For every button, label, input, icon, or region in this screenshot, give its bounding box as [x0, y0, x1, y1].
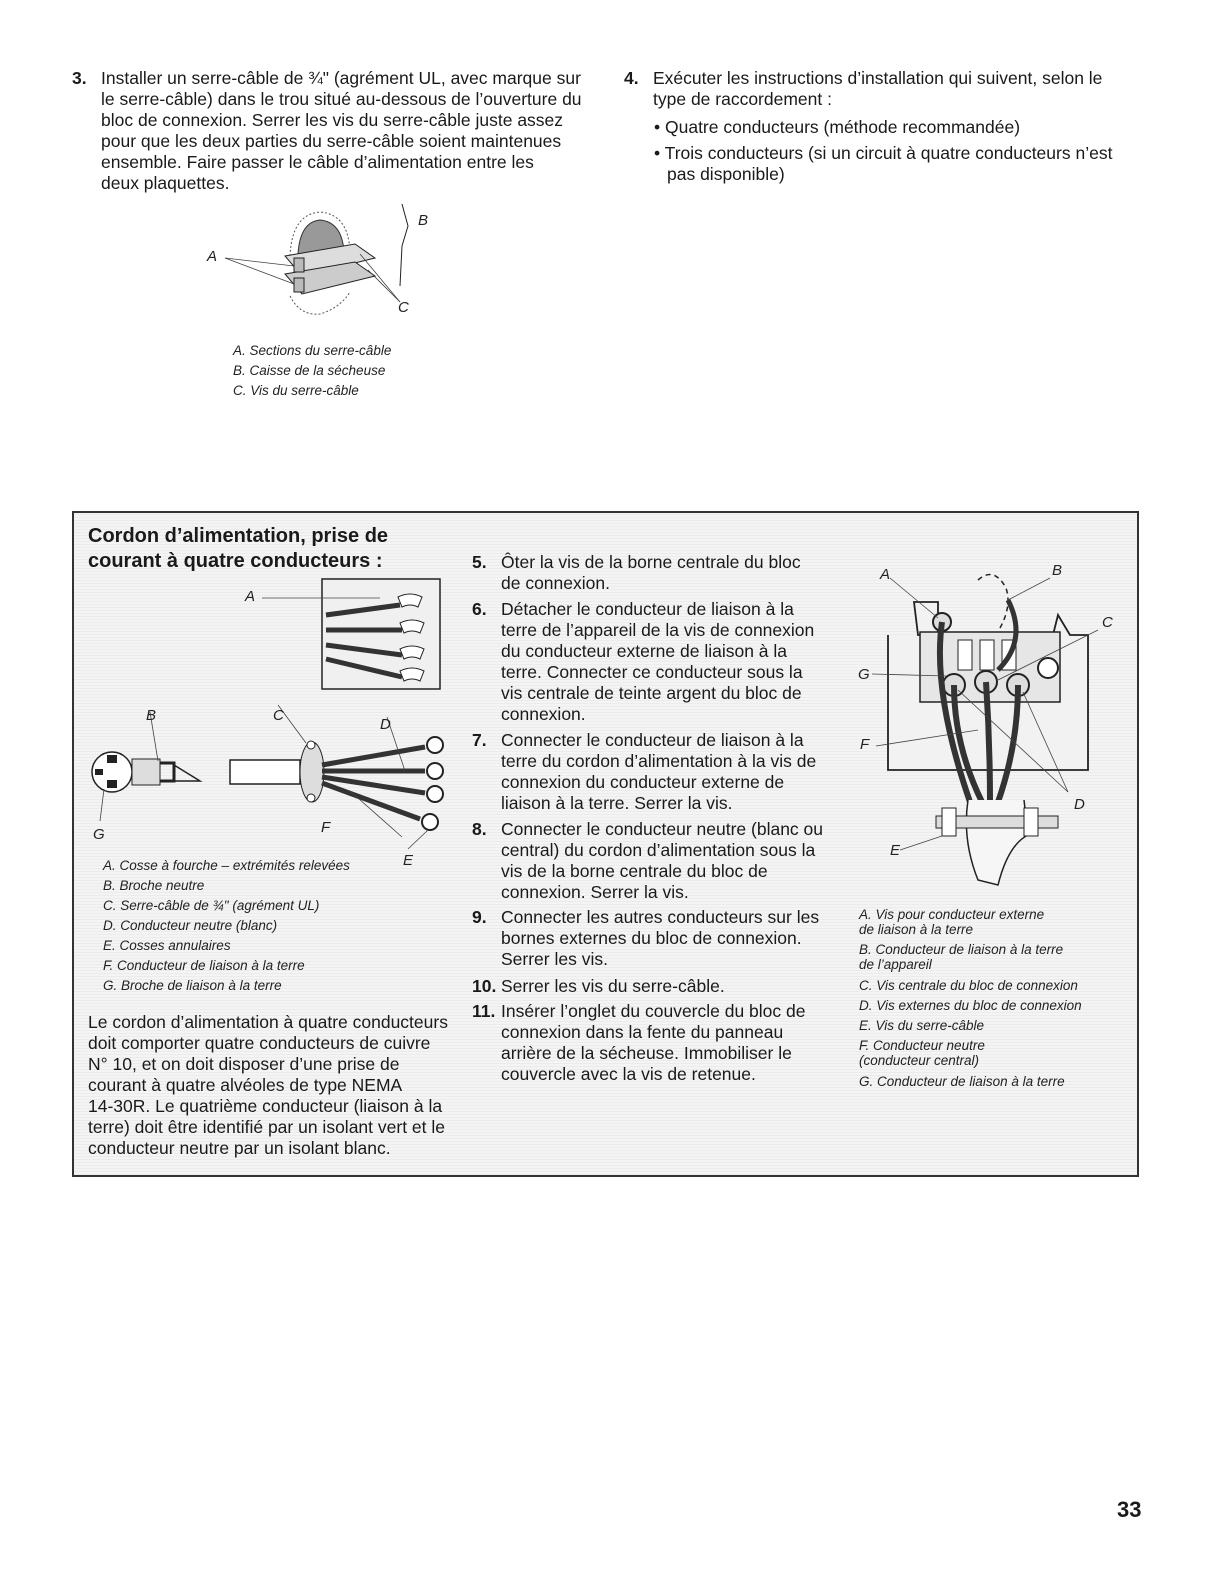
step-text: [101, 68, 601, 194]
text-line: conducteur neutre par un isolant blanc.: [88, 1138, 391, 1158]
text-line: couvercle avec la vis de retenue.: [501, 1064, 756, 1084]
text-line: Exécuter les instructions d’installation qui suivent, selon le: [653, 68, 1103, 88]
text-line: 14-30R. Le quatrième conducteur (liaison à la: [88, 1096, 443, 1116]
figure-label-a: A: [880, 566, 891, 583]
caption-line: E. Cosses annulaires: [103, 938, 231, 953]
step-number: 9.: [472, 907, 487, 927]
step-number: 11.: [472, 1001, 496, 1021]
caption-line: D. Vis externes du bloc de connexion: [859, 998, 1082, 1013]
step-text: [653, 68, 1133, 110]
text-line: type de raccordement :: [653, 89, 832, 109]
caption-line: (conducteur central): [859, 1053, 980, 1068]
text-line: terre du cordon d’alimentation à la vis de: [501, 751, 817, 771]
figure-label-a: A: [245, 588, 256, 605]
figure-label-d: D: [1074, 796, 1085, 813]
figure-label-c: C: [1102, 614, 1113, 631]
text-line: le serre-câble) dans le trou situé au-dessous de l’ouverture du: [101, 89, 582, 109]
figure-label-c: C: [273, 707, 284, 724]
figure-label-c: C: [398, 299, 409, 316]
title-line: Cordon d’alimentation, prise de: [88, 525, 389, 547]
step-number: 7.: [472, 730, 487, 750]
text-line: liaison à la terre. Serrer la vis.: [501, 793, 733, 813]
text-line: doit comporter quatre conducteurs de cuivre: [88, 1033, 431, 1053]
bullet-item: [654, 143, 1112, 185]
caption-line: B. Caisse de la sécheuse: [233, 363, 386, 378]
text-line: Détacher le conducteur de liaison à la: [501, 599, 794, 619]
section-title: [88, 524, 388, 574]
text-line: connexion. Serrer la vis.: [501, 882, 689, 902]
figure-label-e: E: [403, 852, 414, 869]
text-line: Serrer les vis du serre-câble.: [501, 976, 725, 996]
caption-line: E. Vis du serre-câble: [859, 1018, 985, 1033]
caption-line: de l’appareil: [859, 957, 932, 972]
step-number: 5.: [472, 552, 487, 572]
caption-line: G. Conducteur de liaison à la terre: [859, 1074, 1065, 1089]
caption-line: C. Vis centrale du bloc de connexion: [859, 978, 1078, 993]
caption-line: B. Conducteur de liaison à la terre: [859, 942, 1064, 957]
caption-line: de liaison à la terre: [859, 922, 974, 937]
figure-label-b: B: [418, 212, 429, 229]
text-line: bornes externes du bloc de connexion.: [501, 928, 802, 948]
figure-label-f: F: [321, 819, 331, 836]
text-line: Ôter la vis de la borne centrale du bloc: [501, 552, 801, 572]
figure-label-a: A: [207, 248, 218, 265]
text-line: connexion du conducteur externe de: [501, 772, 785, 792]
caption-line: F. Conducteur de liaison à la terre: [103, 958, 305, 973]
text-line: Connecter le conducteur de liaison à la: [501, 730, 804, 750]
text-line: terre) doit être identifié par un isolant vert et le: [88, 1117, 445, 1137]
step-number: 4.: [624, 68, 639, 88]
text-line: ensemble. Faire passer le câble d’alimentation entre les: [101, 152, 534, 172]
text-line: courant à quatre alvéoles de type NEMA: [88, 1075, 403, 1095]
text-line: Serrer les vis.: [501, 949, 608, 969]
caption-line: F. Conducteur neutre: [859, 1038, 985, 1053]
figure-label-d: D: [380, 716, 391, 733]
text-line: pas disponible): [667, 164, 785, 184]
step-number: 3.: [72, 68, 87, 88]
text-line: Le cordon d’alimentation à quatre conducteurs: [88, 1012, 448, 1032]
step-number: 8.: [472, 819, 487, 839]
bullet-item: [654, 117, 1020, 138]
caption-line: A. Vis pour conducteur externe: [859, 907, 1045, 922]
text-line: bloc de connexion. Serrer les vis du serre-câble juste assez: [101, 110, 564, 130]
caption-line: D. Conducteur neutre (blanc): [103, 918, 278, 933]
text-line: vis centrale de teinte argent du bloc de: [501, 683, 802, 703]
caption-line: C. Vis du serre-câble: [233, 383, 359, 398]
text-line: arrière de la sécheuse. Immobiliser le: [501, 1043, 792, 1063]
text-line: terre de l’appareil de la vis de connexion: [501, 620, 815, 640]
text-line: Insérer l’onglet du couvercle du bloc de: [501, 1001, 806, 1021]
step-number: 6.: [472, 599, 487, 619]
text-line: pour que les deux parties du serre-câble soient maintenues: [101, 131, 562, 151]
caption-line: A. Cosse à fourche – extrémités relevées: [103, 858, 350, 873]
text-line: deux plaquettes.: [101, 173, 230, 193]
figure-label-g: G: [858, 666, 870, 683]
text-line: connexion.: [501, 704, 586, 724]
text-line: du conducteur externe de liaison à la: [501, 641, 788, 661]
text-line: Connecter les autres conducteurs sur les: [501, 907, 820, 927]
text-line: • Quatre conducteurs (méthode recommandée): [654, 117, 1021, 137]
figure-label-b: B: [1052, 562, 1063, 579]
caption-line: A. Sections du serre-câble: [233, 343, 392, 358]
caption-line: C. Serre-câble de ¾" (agrément UL): [103, 898, 320, 913]
text-line: connexion dans la fente du panneau: [501, 1022, 784, 1042]
caption-line: B. Broche neutre: [103, 878, 205, 893]
figure-caption: [233, 341, 391, 401]
figure-caption: [103, 856, 350, 996]
figure-label-b: B: [146, 707, 157, 724]
text-line: Connecter le conducteur neutre (blanc ou: [501, 819, 824, 839]
text-line: • Trois conducteurs (si un circuit à quatre conducteurs n’est: [654, 143, 1113, 163]
figure-label-f: F: [860, 736, 870, 753]
text-line: Installer un serre-câble de ¾" (agrément UL, avec marque sur: [101, 68, 581, 88]
title-line: courant à quatre conducteurs :: [88, 550, 383, 572]
figure-label-g: G: [93, 826, 105, 843]
figure-label-e: E: [890, 842, 901, 859]
caption-line: G. Broche de liaison à la terre: [103, 978, 282, 993]
page-number: 33: [1117, 1497, 1142, 1522]
text-line: central) du cordon d’alimentation sous la: [501, 840, 816, 860]
text-line: vis de la borne centrale du bloc de: [501, 861, 768, 881]
step-number: 10.: [472, 976, 497, 996]
text-line: N° 10, et on doit disposer d’une prise de: [88, 1054, 400, 1074]
text-line: terre. Connecter ce conducteur sous la: [501, 662, 803, 682]
cord-requirements-paragraph: [88, 1012, 458, 1159]
strain-relief-figure: [190, 196, 450, 336]
text-line: de connexion.: [501, 573, 610, 593]
